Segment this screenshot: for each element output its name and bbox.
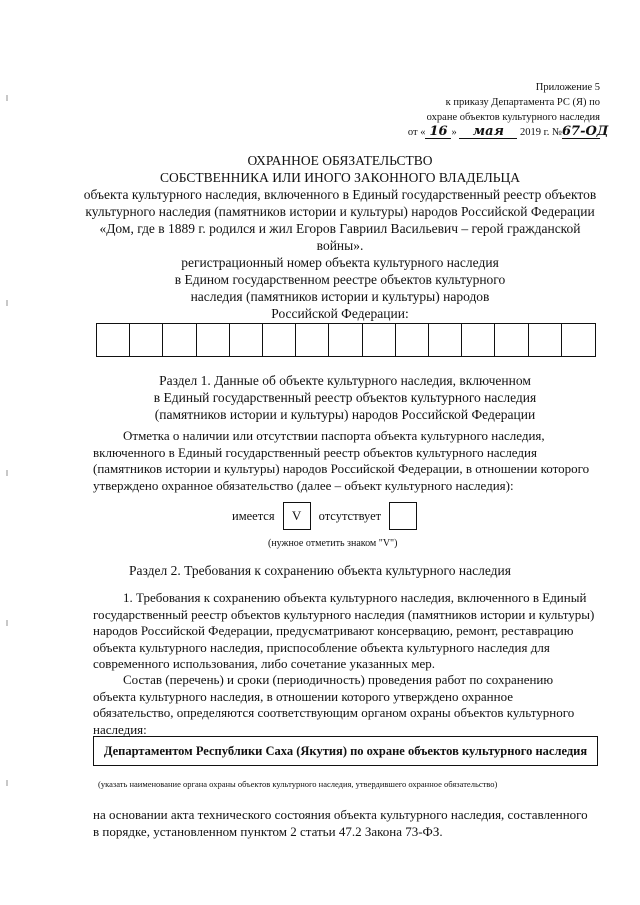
paragraph-line: на основании акта технического состояния объекта культурного наследия, составленного — [93, 807, 588, 822]
paragraph-line: Состав (перечень) и сроки (периодичность) проведения работ по сохранению — [123, 672, 554, 687]
annex-line: к приказу Департамента РС (Я) по — [445, 97, 600, 108]
passport-paragraph — [93, 428, 598, 494]
department-name-field[interactable]: Департаментом Республики Саха (Якутия) по охране объектов культурного наследия — [93, 736, 598, 766]
absent-checkbox[interactable] — [389, 502, 417, 530]
paragraph-line: в порядке, установленном пунктом 2 статьи 47.2 Закона 73-ФЗ. — [93, 824, 443, 839]
requirements-paragraph — [93, 590, 598, 673]
works-paragraph — [93, 672, 598, 738]
date-prefix: от « — [407, 127, 426, 138]
paragraph-line: государственный реестр объектов культурного наследия (памятников истории и культуры) — [93, 606, 595, 622]
paragraph-line: обязательство, определяются соответствующим органом охраны объектов культурного — [93, 705, 575, 720]
title-line: культурного наследия (памятников истории и культуры) народов Российской Федерации — [85, 204, 595, 219]
paragraph-line: утверждено охранное обязательство (далее – объект культурного наследия): — [93, 477, 514, 493]
heading-line: в Единый государственный реестр объектов культурного наследия — [153, 390, 537, 405]
paragraph-line: наследия: — [93, 721, 147, 737]
title-line: в Едином государственном реестре объектов культурного — [174, 272, 506, 287]
present-checkbox[interactable]: V — [283, 502, 311, 530]
section-2-heading: Раздел 2. Требования к сохранению объекта культурного наследия — [129, 563, 511, 578]
annex-line: охране объектов культурного наследия — [426, 112, 600, 123]
basis-paragraph — [93, 806, 598, 840]
heading-line: (памятников истории и культуры) народов Российской Федерации — [154, 407, 536, 422]
title-line: наследия (памятников истории и культуры) народов — [190, 289, 490, 304]
annex-header — [360, 80, 609, 140]
section-1-heading — [90, 372, 600, 423]
paragraph-line: народов Российской Федерации, предусматривают консервацию, ремонт, реставрацию — [93, 623, 574, 638]
paragraph-line: современного использования, либо сочетание указанных мер. — [93, 656, 435, 671]
document-title — [80, 152, 600, 322]
registration-digit-cell[interactable] — [197, 324, 230, 356]
order-date-line — [360, 124, 609, 140]
date-year: 2019 г. № — [519, 127, 562, 138]
registration-digit-cell[interactable] — [495, 324, 528, 356]
registration-digit-cell[interactable] — [263, 324, 296, 356]
paragraph-line: объекта культурного наследия, в отношении которого утверждено охранное — [93, 688, 514, 704]
present-label: имеется — [232, 508, 275, 523]
title-line: объекта культурного наследия, включенного в Единый государственный реестр объектов — [83, 187, 597, 202]
paragraph-line: Отметка о наличии или отсутствии паспорта объекта культурного наследия, — [123, 428, 545, 443]
registration-digit-cell[interactable] — [296, 324, 329, 356]
paragraph-line: 1. Требования к сохранению объекта культурного наследия, включенного в Единый — [123, 590, 587, 605]
title-line: Российской Федерации: — [271, 306, 409, 321]
registration-digit-cell[interactable] — [163, 324, 196, 356]
object-name-line: войны». — [316, 238, 364, 253]
title-line: ОХРАННОЕ ОБЯЗАТЕЛЬСТВО — [247, 153, 433, 168]
department-field-note: (указать наименование органа охраны объектов культурного наследия, утвердившего охранное обязательство) — [98, 779, 498, 789]
absent-label: отсутствует — [318, 508, 382, 523]
registration-digit-cell[interactable] — [130, 324, 163, 356]
registration-digit-cell[interactable] — [230, 324, 263, 356]
registration-digit-cell[interactable] — [396, 324, 429, 356]
paragraph-line: объекта культурного наследия, приспособление объекта культурного наследия для — [93, 639, 550, 655]
object-name-line: «Дом, где в 1889 г. родился и жил Егоров Гавриил Васильевич – герой гражданской — [99, 221, 581, 236]
registration-digit-cell[interactable] — [97, 324, 130, 356]
handwritten-order-number: 67-ОД — [562, 124, 609, 139]
title-line: СОБСТВЕННИКА ИЛИ ИНОГО ЗАКОННОГО ВЛАДЕЛЬЦА — [159, 170, 520, 185]
registration-digit-cell[interactable] — [562, 324, 595, 356]
scan-margin-marks — [6, 0, 10, 905]
paragraph-line: включенного в Единый государственный реестр объектов культурного наследия — [93, 444, 537, 460]
checkbox-note: (нужное отметить знаком "V") — [268, 538, 398, 549]
handwritten-day: 16 — [425, 125, 451, 139]
registration-digit-cell[interactable] — [363, 324, 396, 356]
annex-line: Приложение 5 — [535, 82, 600, 93]
handwritten-month: мая — [459, 125, 517, 139]
registration-digit-cell[interactable] — [329, 324, 362, 356]
heading-line: Раздел 1. Данные об объекте культурного наследия, включенном — [159, 373, 531, 388]
registration-digit-cell[interactable] — [529, 324, 562, 356]
date-mid: » — [451, 127, 457, 138]
registration-number-grid — [96, 323, 596, 357]
registration-digit-cell[interactable] — [462, 324, 495, 356]
title-line: регистрационный номер объекта культурного наследия — [181, 255, 499, 270]
paragraph-line: (памятников истории и культуры) народов Российской Федерации, в отношении которого — [93, 461, 590, 476]
passport-checkboxes — [232, 501, 417, 531]
registration-digit-cell[interactable] — [429, 324, 462, 356]
